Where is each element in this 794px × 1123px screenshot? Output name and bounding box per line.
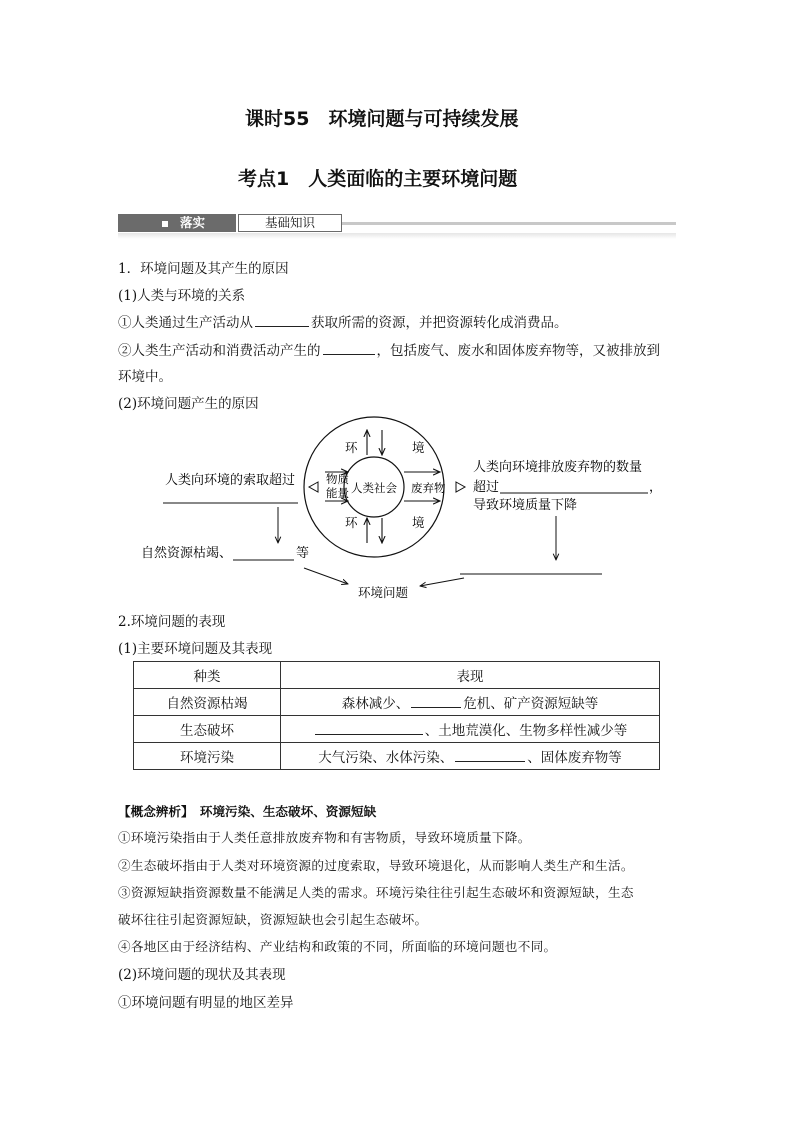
env-label-3: 环 [345,515,358,530]
fill-blank[interactable] [411,695,461,708]
sec3-sub2: (2)环境问题的现状及其表现 [118,967,286,983]
right-label-1: 人类向环境排放废弃物的数量 [473,460,643,475]
expr-post: 、土地荒漠化、生物多样性减少等 [424,723,628,739]
concept-head: 【概念辨析】 环境污染、生态破坏、资源短缺 [118,804,377,819]
right-label-2-post: ， [649,480,663,495]
table-cell-kind: 自然资源枯竭 [134,689,281,716]
right-label-3: 导致环境质量下降 [473,498,578,513]
hollow-arrow-left [309,482,318,492]
sec1-item2-cont: 环境中。 [118,369,172,385]
arrow-to-problem-left [304,568,348,584]
sec3-item1: ①环境问题有明显的地区差异 [118,995,294,1011]
table-header-row [134,662,660,689]
env-label-2: 境 [412,440,425,455]
expr-pre: 森林减少、 [341,696,410,712]
left-result-pre: 自然资源枯竭、 [141,546,233,561]
sec2-heading: 2.环境问题的表现 [118,614,226,630]
table-header-cell: 表现 [281,662,660,689]
energy-label: 能量 [326,486,349,500]
table-row [134,743,660,770]
table-cell-expr [281,743,660,770]
expr-post: 、固体废弃物等 [527,750,622,766]
banner-main-label: 落实 [180,215,206,230]
sec1-heading: 1．环境问题及其产生的原因 [118,261,289,277]
item1-post: 获取所需的资源，并把资源转化成消费品。 [311,315,568,331]
concept-line-1: ①环境污染指由于人类任意排放废弃物和有害物质，导致环境质量下降。 [118,830,531,845]
item2-post: ，包括废气、废水和固体废弃物等，又被排放到 [376,343,660,359]
hollow-arrow-right [456,482,465,492]
expr-post: 危机、矿产资源短缺等 [463,696,599,712]
lesson-title: 课时55 环境问题与可持续发展 [245,108,519,130]
left-label: 人类向环境的索取超过 [165,473,296,488]
bottom-label: 环境问题 [358,585,409,600]
table-row [134,716,660,743]
fill-blank[interactable] [455,749,525,762]
table-cell-expr [281,689,660,716]
item1-pre: ①人类通过生产活动从 [118,315,253,331]
society-label: 人类社会 [351,481,397,495]
concept-line-4: 破坏往往引起资源短缺，资源短缺也会引起生态破坏。 [118,912,428,927]
expr-pre: 大气污染、水体污染、 [318,750,454,766]
left-result-post: 等 [296,546,310,561]
table-cell-kind: 生态破坏 [134,716,281,743]
env-label-4: 境 [412,515,425,530]
right-label-2-pre: 超过 [473,480,500,495]
concept-line-5: ④各地区由于经济结构、产业结构和政策的不同，所面临的环境问题也不同。 [118,939,557,954]
fill-blank[interactable] [315,722,423,735]
arrow-to-problem-right [420,578,464,586]
banner-tab: 基础知识 [238,214,342,232]
table-row [134,689,660,716]
topic-title: 考点1 人类面临的主要环境问题 [238,168,518,190]
problems-table [133,661,660,770]
table-cell-kind: 环境污染 [134,743,281,770]
table-cell-expr [281,716,660,743]
sec2-sub1: (1)主要环境问题及其表现 [118,641,273,657]
material-label: 物质 [326,472,349,486]
concept-line-2: ②生态破坏指由于人类对环境资源的过度索取，导致环境退化，从而影响人类生产和生活。 [118,858,634,873]
item2-pre: ②人类生产活动和消费活动产生的 [118,343,321,359]
sec1-sub1: (1)人类与环境的关系 [118,288,246,304]
waste-label: 废弃物 [411,481,446,495]
concept-line-3: ③资源短缺指资源数量不能满足人类的需求。环境污染往往引起生态破坏和资源短缺，生态 [118,885,634,900]
env-label-1: 环 [345,440,358,455]
table-header-cell: 种类 [134,662,281,689]
sec1-sub2: (2)环境问题产生的原因 [118,396,259,412]
